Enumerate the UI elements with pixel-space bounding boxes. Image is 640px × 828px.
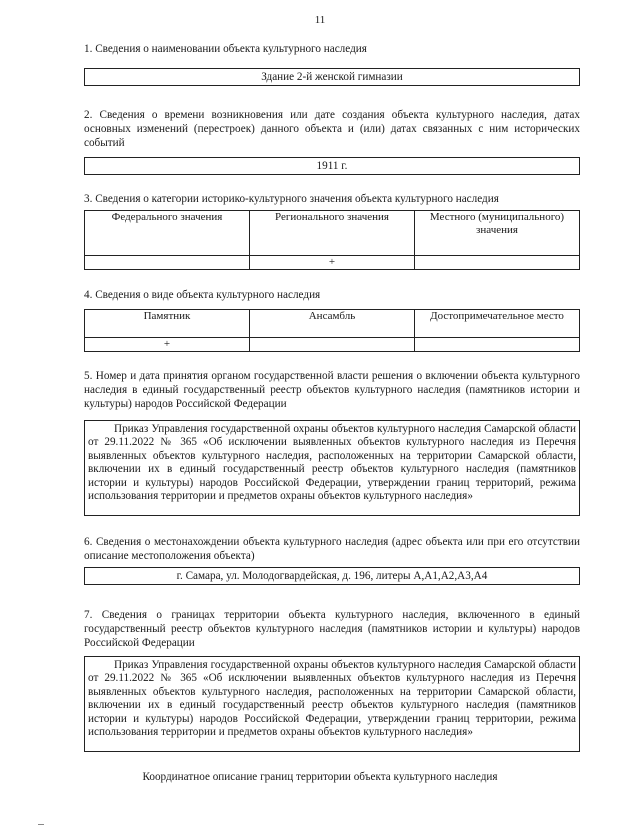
registry-decision-text: Приказ Управления государственной охраны объектов культурного наследия Самарской области от 29.11.2022 № 365 «Об исключении выявленных объектов культурного наследия из Перечня выявленных объектов культурного наследия, расположенных на территории Самарской области, включении их в единый государственный реестр объектов культурного наследия (памятников истории и культуры) народов Российской Федерации, утверждении границ территорий, режима использования территории и предметов охраны объектов культурного наследия» <box>88 423 576 503</box>
header-monument: Памятник <box>85 310 250 338</box>
mark-regional: + <box>250 256 415 270</box>
creation-date-field: 1911 г. <box>84 157 580 175</box>
page-number: 11 <box>314 14 326 26</box>
scan-mark <box>38 824 44 825</box>
location-field: г. Самара, ул. Молодогвардейская, д. 196, литеры А,А1,А2,А3,А4 <box>84 567 580 585</box>
header-ensemble: Ансамбль <box>250 310 415 338</box>
header-regional: Регионального значения <box>250 211 415 256</box>
significance-category-table <box>84 210 580 270</box>
header-landmark-place: Достопримечательное место <box>415 310 580 338</box>
section-3-heading: 3. Сведения о категории историко-культурного значения объекта культурного наследия <box>84 193 499 205</box>
section-5-heading: 5. Номер и дата принятия органом государственной власти решения о включении объекта культурного наследия в единый государственный реестр объектов культурного наследия (памятников истории и культуры) народов Российской Федерации <box>84 370 580 410</box>
territory-boundary-text: Приказ Управления государственной охраны объектов культурного наследия Самарской области от 29.11.2022 № 365 «Об исключении выявленных объектов культурного наследия из Перечня выявленных объектов культурного наследия, расположенных на территории Самарской области, включении их в единый государственный реестр объектов культурного наследия (памятников истории и культуры) народов Российской Федерации, утверждении границ территории, режима использования территории и предметов охраны объектов культурного наследия» <box>88 659 576 739</box>
header-federal: Федерального значения <box>85 211 250 256</box>
registry-decision-field <box>84 420 580 516</box>
object-name-field: Здание 2-й женской гимназии <box>84 68 580 86</box>
mark-ensemble <box>250 338 415 352</box>
section-2-heading: 2. Сведения о времени возникновения или дате создания объекта культурного наследия, датах основных изменений (перестроек) данного объекта и (или) датах связанных с ним исторических событий <box>84 109 580 149</box>
object-type-table <box>84 309 580 352</box>
section-6-heading: 6. Сведения о местонахождении объекта культурного наследия (адрес объекта или при его отсутствии описание местоположения объекта) <box>84 536 580 562</box>
section-1-heading: 1. Сведения о наименовании объекта культурного наследия <box>84 43 367 55</box>
mark-monument: + <box>85 338 250 352</box>
mark-local <box>415 256 580 270</box>
section-7-heading: 7. Сведения о границах территории объекта культурного наследия, включенного в единый государственный реестр объектов культурного наследия (памятников истории и культуры) народов Российской Федерации <box>84 609 580 649</box>
section-4-heading: 4. Сведения о виде объекта культурного наследия <box>84 289 321 301</box>
territory-boundary-field <box>84 656 580 752</box>
header-local: Местного (муниципального) значения <box>415 211 580 256</box>
mark-landmark-place <box>415 338 580 352</box>
coordinates-caption: Координатное описание границ территории объекта культурного наследия <box>142 771 498 783</box>
mark-federal <box>85 256 250 270</box>
